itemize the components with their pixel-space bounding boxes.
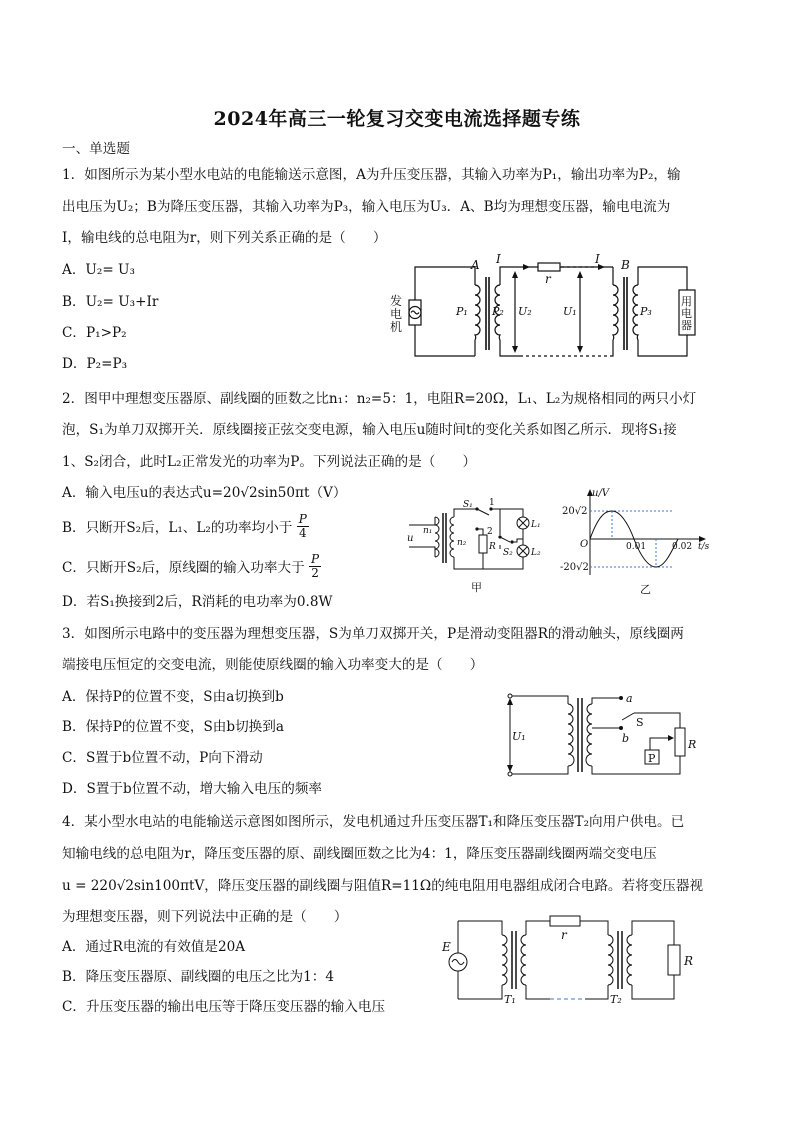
q3-fig-label-r: R xyxy=(688,738,697,751)
q4-figure xyxy=(440,913,710,1005)
q3-fig-label-a: a xyxy=(626,692,633,705)
q2-fig-tlabel: t/s xyxy=(698,542,710,552)
q3-fig-label-b: b xyxy=(622,732,630,745)
q2-fig-ylabel: u/V xyxy=(592,488,610,499)
q2-option-b-fraction xyxy=(297,513,309,540)
q2-option-a: A．输入电压u的表达式u=20√2sin50πt（V） xyxy=(62,485,347,501)
q2-option-b-numerator: P xyxy=(298,512,307,526)
q2-fig-label-u: u xyxy=(407,533,414,544)
q1-fig-label-i-right: I xyxy=(595,252,600,266)
q1-fig-gen-char-1: 发 xyxy=(390,294,403,308)
q4-line-2: 知输电线的总电阻为r，降压变压器的原、副线圈匝数之比为4：1，降压变压器副线圈两端交变电压 xyxy=(62,846,657,862)
q1-fig-label-u2: U₂ xyxy=(518,305,532,318)
q2-fig-origin: O xyxy=(580,539,589,550)
section-heading: 一、单选题 xyxy=(62,141,130,157)
q1-option-c: C．P₁>P₂ xyxy=(62,325,127,341)
q2-line-2: 泡，S₁为单刀双掷开关．原线圈接正弦交变电源，输入电压u随时间t的变化关系如图乙所示．现将S₁接 xyxy=(62,422,677,438)
q2-option-c-numerator: P xyxy=(311,552,320,566)
q1-line-3: I，输电线的总电阻为r，则下列关系正确的是（ ） xyxy=(62,230,387,246)
q1-line-1: 1．如图所示为某小型水电站的电能输送示意图，A为升压变压器，其输入功率为P₁，输出功率为P₂，输 xyxy=(62,167,681,183)
q3-figure xyxy=(500,688,710,780)
q2-line-1: 2．图甲中理想变压器原、副线圈的匝数之比n₁：n₂=5：1，电阻R=20Ω，L₁、L₂为规格相同的两只小灯 xyxy=(62,391,697,407)
q3-option-d: D．S置于b位置不动，增大输入电压的频率 xyxy=(62,781,323,797)
q4-line-3: u = 220√2sin100πtV，降压变压器的副线圈与阻值R=11Ω的纯电阻用电器组成闭合电路。若将变压器视 xyxy=(62,878,704,894)
q1-fig-label-p2: P₂ xyxy=(492,305,504,318)
q1-option-a: A．U₂= U₃ xyxy=(62,262,135,278)
q2-option-b-denominator: 4 xyxy=(298,526,307,540)
q3-line-1: 3．如图所示电路中的变压器为理想变压器，S为单刀双掷开关，P是滑动变阻器R的滑动触头，原线圈两 xyxy=(62,626,684,642)
q1-line-2: 出电压为U₂；B为降压变压器，其输入功率为P₃，输入电压为U₃．A、B均为理想变压器，输电电流为 xyxy=(62,199,671,215)
q1-option-b: B．U₂= U₃+Ir xyxy=(62,294,159,310)
q4-line-1: 4．某小型水电站的电能输送示意图如图所示，发电机通过升压变压器T₁和降压变压器T₂向用户供电。已 xyxy=(62,814,685,830)
q2-option-c-fraction xyxy=(309,553,321,580)
q2-fig-label-l2: L₂ xyxy=(531,548,541,558)
q2-fig-label-r: R xyxy=(489,542,496,552)
q3-option-b: B．保持P的位置不变，S由b切换到a xyxy=(62,719,284,735)
q4-fig-label-r-line: r xyxy=(561,928,567,942)
q4-fig-label-t2: T₂ xyxy=(610,993,622,1006)
q2-fig-caption-yi: 乙 xyxy=(640,583,651,596)
q4-fig-label-t1: T₁ xyxy=(504,993,516,1006)
q3-line-2: 端接电压恒定的交变电流，则能使原线圈的输入功率变大的是（ ） xyxy=(62,657,484,673)
q2-fig-label-2: 2 xyxy=(487,527,493,537)
q2-fig-label-s2: S₂ xyxy=(503,548,513,558)
q2-fig-tick-002: 0.02 xyxy=(672,542,693,552)
q3-option-c: C．S置于b位置不动，P向下滑动 xyxy=(62,750,263,766)
q1-fig-label-p3: P₃ xyxy=(640,305,652,318)
q4-option-a: A．通过R电流的有效值是20A xyxy=(62,939,246,955)
q2-fig-caption-jia: 甲 xyxy=(471,581,482,594)
q2-fig-label-n1: n₁ xyxy=(423,526,433,536)
q1-fig-gen-char-3: 机 xyxy=(390,320,403,334)
q3-fig-label-u1: U₁ xyxy=(512,730,526,743)
q4-line-4: 为理想变压器，则下列说法中正确的是（ ） xyxy=(62,909,348,925)
q2-option-c-denominator: 2 xyxy=(311,566,319,580)
q2-figure-jia xyxy=(405,497,565,597)
q2-fig-label-l1: L₁ xyxy=(531,520,541,530)
q1-figure xyxy=(385,252,705,365)
q1-fig-label-p1: P₁ xyxy=(456,305,468,318)
q1-fig-label-r: r xyxy=(545,272,551,286)
q2-option-c-text: C．只断开S₂后，原线圈的输入功率大于 xyxy=(62,560,305,576)
q2-fig-ybottom: -20√2 xyxy=(560,562,589,573)
q2-fig-label-n2: n₂ xyxy=(457,538,467,548)
q1-fig-label-b: B xyxy=(621,258,630,272)
q1-fig-label-i-left: I xyxy=(496,252,501,266)
q4-fig-label-e: E xyxy=(442,940,451,954)
q2-fig-label-s1: S₁ xyxy=(463,500,473,510)
q2-option-b xyxy=(62,512,309,542)
q1-option-d: D．P₂=P₃ xyxy=(62,356,128,372)
q2-fig-label-1: 1 xyxy=(489,498,495,508)
q2-figure-yi xyxy=(560,483,720,598)
q4-option-c: C．升压变压器的输出电压等于降压变压器的输入电压 xyxy=(62,999,386,1015)
q4-fig-label-r-load: R xyxy=(684,954,694,968)
q2-option-d: D．若S₁换接到2后，R消耗的电功率为0.8W xyxy=(62,594,333,610)
q1-fig-load-char-3: 器 xyxy=(681,319,692,332)
q1-fig-label-u1: U₁ xyxy=(563,305,577,318)
page-title: 2024年高三一轮复习交变电流选择题专练 xyxy=(213,108,581,130)
q1-fig-load-char-2: 电 xyxy=(681,307,692,320)
q2-option-c xyxy=(62,552,321,582)
q1-fig-load-char-1: 用 xyxy=(681,295,692,308)
q3-fig-label-s: S xyxy=(636,716,644,729)
q2-option-b-text: B．只断开S₂后，L₁、L₂的功率均小于 xyxy=(62,520,293,536)
q3-fig-label-p: P xyxy=(648,752,656,765)
q2-line-3: 1、S₂闭合，此时L₂正常发光的功率为P。下列说法正确的是（ ） xyxy=(62,454,477,470)
q4-option-b: B．降压变压器原、副线圈的电压之比为1：4 xyxy=(62,969,334,985)
q1-fig-label-a: A xyxy=(471,258,480,272)
q3-option-a: A．保持P的位置不变，S由a切换到b xyxy=(62,689,284,705)
q2-fig-ytop: 20√2 xyxy=(562,506,588,517)
q1-fig-gen-char-2: 电 xyxy=(390,307,403,321)
q2-fig-tick-001: 0.01 xyxy=(626,542,647,552)
